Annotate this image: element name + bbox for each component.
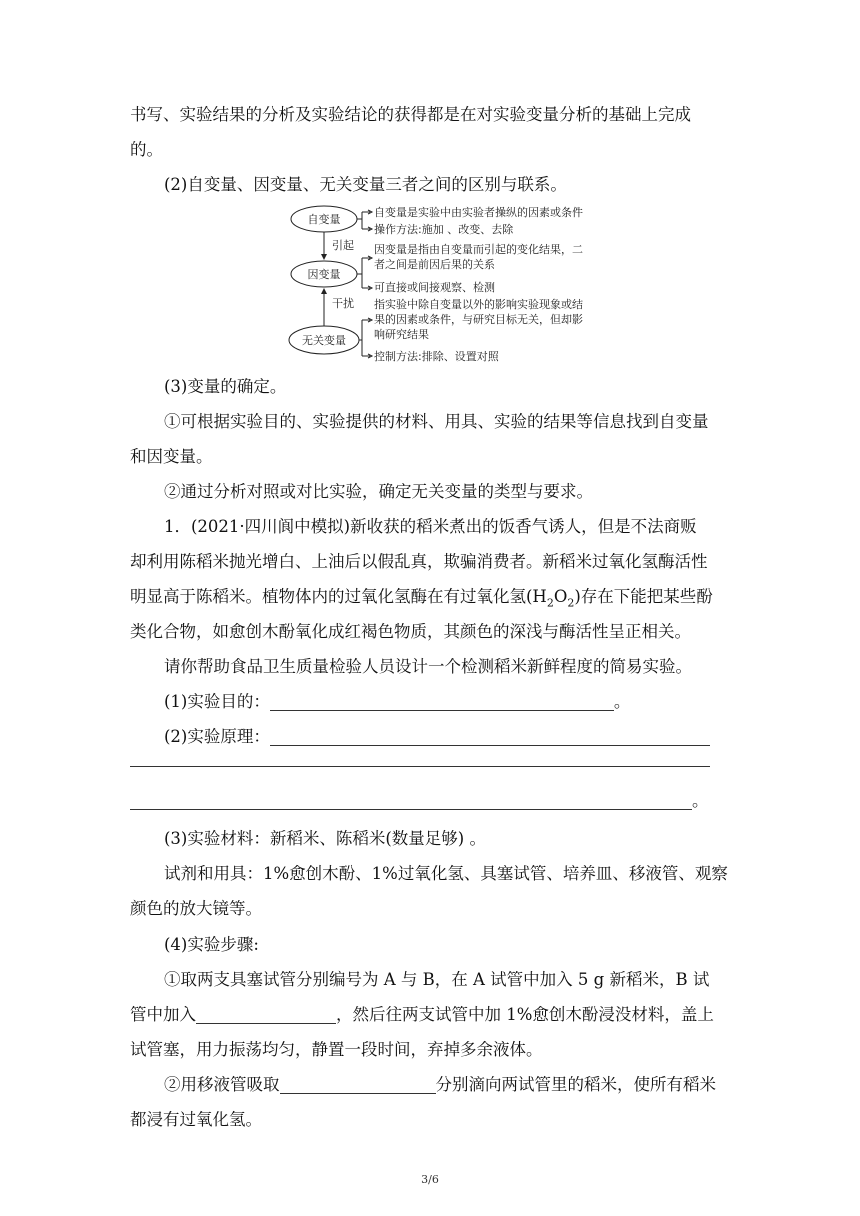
bracket-dependent: [357, 258, 370, 288]
step-1-line-3: 试管塞，用力振荡均匀，静置一段时间，弃掉多余液体。: [130, 1040, 543, 1059]
node-label-dependent: 因变量: [307, 268, 341, 281]
note-dependent-def-2: 者之间是前因后果的关系: [374, 258, 495, 271]
question-line-4: 类化合物，如愈创木酚氧化成红褐色物质，其颜色的深浅与酶活性呈正相关。: [130, 622, 691, 641]
note-irrelevant-method: 控制方法:排除、设置对照: [374, 350, 499, 363]
principle-answer-blank-3[interactable]: [130, 789, 692, 810]
item-1-line-1: ①可根据实验目的、实验提供的材料、用具、实验的结果等信息找到自变量: [164, 412, 709, 431]
reagents-line-1: 试剂和用具：1%愈创木酚、1%过氧化氢、具塞试管、培养皿、移液管、观察: [164, 864, 728, 883]
note-independent-method: 操作方法:施加 、改变、去除: [374, 223, 514, 236]
arrow-label-causes: 引起: [332, 239, 354, 252]
design-instruction: 请你帮助食品卫生质量检验人员设计一个检测稻米新鲜程度的简易实验。: [164, 657, 692, 676]
question-line-3: 明显高于陈稻米。植物体内的过氧化氢酶在有过氧化氢$(H_2O_2)$存在下能把某些酚: [130, 587, 713, 610]
item-1-line-2: 和因变量。: [130, 447, 213, 466]
node-label-independent: 自变量: [307, 213, 341, 226]
purpose-answer-blank[interactable]: [270, 690, 614, 711]
bracket-irrelevant: [359, 320, 370, 356]
item-2: ②通过分析对照或对比实验，确定无关变量的类型与要求。: [164, 482, 593, 501]
step-2-line-1: ②用移液管吸取 分别滴向两试管里的稻米，使所有稻米: [164, 1075, 716, 1094]
intro-line-2: 的。: [130, 140, 163, 159]
note-irrelevant-def-3: 响研究结果: [374, 328, 429, 341]
step-1-line-1: ①取两支具塞试管分别编号为 A 与 B，在 A 试管中加入 5 g 新稻米，B 试: [164, 970, 710, 989]
note-irrelevant-def-1: 指实验中除自变量以外的影响实验现象或结: [374, 298, 583, 311]
node-label-irrelevant: 无关变量: [302, 334, 346, 347]
step-2-answer-blank[interactable]: [280, 1073, 436, 1094]
question-line-1: 1．(2021·四川阆中模拟)新收获的稻米煮出的饭香气诱人，但是不法商贩: [164, 517, 697, 536]
section-2-title: (2)自变量、因变量、无关变量三者之间的区别与联系。: [164, 175, 567, 194]
principle-line: [130, 720, 730, 754]
step-2-line-2: 都浸有过氧化氢。: [130, 1110, 262, 1129]
page-number: 3/6: [421, 1173, 439, 1186]
note-irrelevant-def-2: 果的因素或条件，与研究目标无关，但却影: [374, 313, 583, 326]
note-dependent-def-1: 因变量是指由自变量而引起的变化结果，二: [374, 243, 583, 256]
arrow-label-interferes: 干扰: [332, 297, 354, 310]
variables-diagram: [288, 202, 628, 368]
bracket-independent: [357, 212, 370, 229]
principle-answer-blank-1[interactable]: [270, 725, 710, 746]
principle-line-3: 。: [130, 784, 730, 818]
step-1-line-2: 管中加入 ，然后往两支试管中加 1%愈创木酚浸没材料，盖上: [130, 1005, 714, 1024]
principle-answer-blank-2[interactable]: [130, 766, 710, 767]
materials: (3)实验材料：新稻米、陈稻米(数量足够) 。: [164, 829, 486, 848]
purpose-label: (1)实验目的：: [164, 692, 270, 711]
step-1-answer-blank[interactable]: [196, 1003, 336, 1024]
purpose-line: (1)实验目的： 。: [164, 692, 631, 711]
question-line-2: 却利用陈稻米抛光增白、上油后以假乱真，欺骗消费者。新稻米过氧化氢酶活性: [130, 552, 708, 571]
reagents-line-2: 颜色的放大镜等。: [130, 899, 262, 918]
note-independent-def: 自变量是实验中由实验者操纵的因素或条件: [374, 206, 583, 219]
steps-title: (4)实验步骤:: [164, 935, 259, 954]
principle-label: (2)实验原理：: [164, 727, 270, 746]
section-3-title: (3)变量的确定。: [164, 377, 287, 396]
note-dependent-method: 可直接或间接观察、检测: [374, 281, 495, 294]
intro-line-1: 书写、实验结果的分析及实验结论的获得都是在对实验变量分析的基础上完成: [130, 105, 691, 124]
